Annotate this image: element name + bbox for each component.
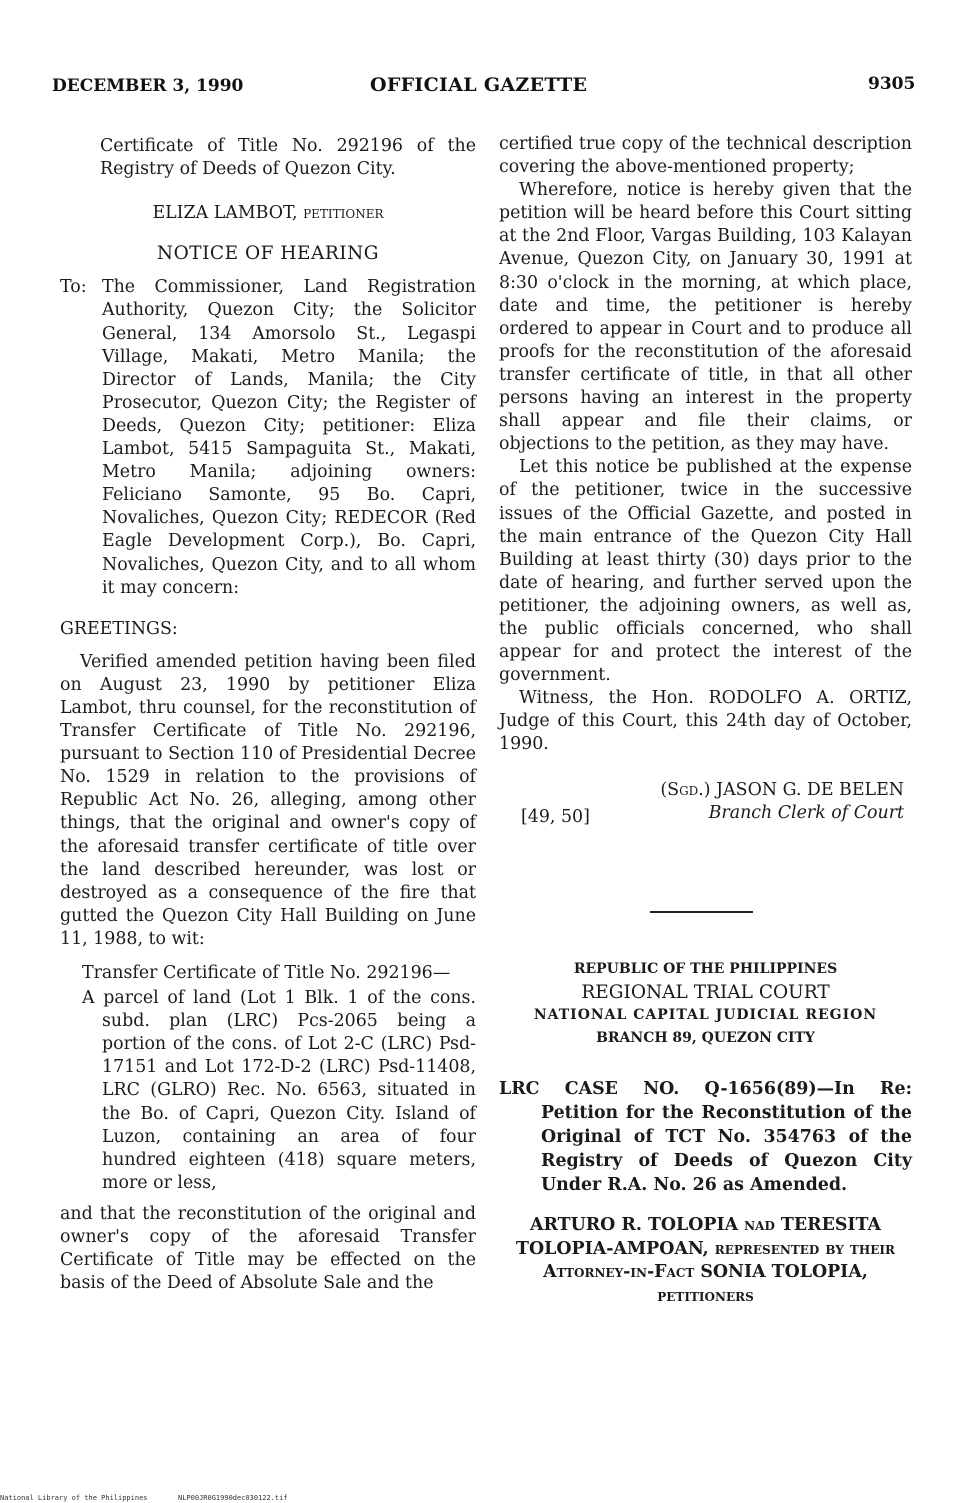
publication-paragraph: Let this notice be published at the expense of the petitioner, twice in the successive issues of the Official Gazette, and posted in the main entrance of the Quezon City Hall Building at least thirty (30) days prior to the date of hearing, and further served upon the petitioner, the adjoining owners, as well as, the public officials concerned, who shall appear for and protect the interest of the government. (499, 457, 912, 686)
scan-footer-filename: NLP00JR0G1990dec030122.tif (178, 1494, 288, 1502)
addressee-list: The Commissioner, Land Registration Authority, Quezon City; the Solicitor General, 134 Amorsolo St., Legaspi Village, Makati, Metro Manila; the Director of Lands, Manila; the City Prosecutor, Quezon City; the Register of Deeds, Quezon City; petitioner: Eliza Lambot, 5415 Sampaguita St., Makati, Metro Manila; adjoining owners: Feliciano Samonte, 95 Bo. Capri, Novaliches, Quezon City; REDECOR (Red Eagle Development Corp.), Bo. Capri, Novaliches, Quezon City, and to all whom it may concern: (102, 277, 476, 598)
section-divider (650, 911, 753, 913)
signature-name: (Sgd.) JASON G. DE BELEN (660, 779, 904, 800)
left-column (60, 135, 476, 1295)
intro-text: Certificate of Title No. 292196 of the Registry of Deeds of Quezon City. (100, 136, 476, 180)
reference-number: [49, 50] (521, 806, 590, 827)
greetings: GREETINGS: (60, 618, 178, 639)
notice-title: NOTICE OF HEARING (156, 243, 380, 265)
page-number: 9305 (868, 74, 916, 94)
parties-text: ARTURO R. TOLOPIA nad TERESITA TOLOPIA-AMPOAN, represented by their Attorney-in-Fact SONIA TOLOPIA, petitioners (516, 1215, 895, 1306)
header-date: DECEMBER 3, 1990 (52, 76, 244, 96)
scan-footer-library: National Library of the Philippines (0, 1494, 148, 1502)
continuation-text: certified true copy of the technical description covering the above-mentioned property; (499, 134, 912, 178)
case-title: LRC CASE NO. Q-1656(89)—In Re: Petition for the Reconstitution of the Original of TCT No. 354763 of the Registry of Deeds of Quezon City Under R.A. No. 26 as Amended. (499, 1079, 912, 1195)
parties-block (514, 1214, 897, 1308)
republic-line: REPUBLIC OF THE PHILIPPINES (573, 961, 838, 977)
case-caption (499, 1077, 912, 1197)
signature-block (499, 779, 912, 843)
tct-line: Transfer Certificate of Title No. 292196— (82, 963, 451, 983)
witness-paragraph: Witness, the Hon. RODOLFO A. ORTIZ, Judge of this Court, this 24th day of October, 1990. (499, 688, 912, 755)
reconstitution-paragraph: and that the reconstitution of the original and owner's copy of the aforesaid Transfer Certificate of Title may be effected on the basis of the Deed of Absolute Sale and the (60, 1203, 476, 1294)
court-name: REGIONAL TRIAL COURT (581, 982, 830, 1003)
addressees (60, 276, 476, 599)
right-column (499, 133, 912, 843)
wherefore-paragraph: Wherefore, notice is hereby given that the petition will be heard before this Court sitting at the 2nd Floor, Vargas Building, 103 Kalayan Avenue, Quezon City, on January 30, 1991 at 8:30 o'clock in the morning, at which place, date and time, the petitioner is hereby ordered to appear in Court and to produce all proofs for the reconstitution of the aforesaid transfer certificate of title, in that all other persons having an interest in the property shall appear and file their claims, or objections to the petition, as they may have. (499, 180, 912, 455)
branch-line: BRANCH 89, QUEZON CITY (596, 1030, 815, 1046)
publication-title: OFFICIAL GAZETTE (370, 74, 588, 96)
court-heading (499, 958, 912, 1050)
clerk-title: Branch Clerk of Court (708, 802, 904, 823)
region-line: NATIONAL CAPITAL JUDICIAL REGION (533, 1007, 878, 1023)
petition-paragraph: Verified amended petition having been filed on August 23, 1990 by petitioner Eliza Lambot, thru counsel, for the reconstitution of Transfer Certificate of Title No. 292196, pursuant to Section 110 of Presidential Decree No. 1529 in relation to the provisions of Republic Act No. 26, alleging, among other things, that the original and owner's copy of the aforesaid transfer certificate of title over the land described hereunder, was lost or destroyed as a consequence of the fire that gutted the Quezon City Hall Building on June 11, 1988, to wit: (60, 651, 476, 949)
parcel-description: A parcel of land (Lot 1 Blk. 1 of the cons. subd. plan (LRC) Pcs-2065 being a portion of the cons. of Lot 2-C (LRC) Psd-17151 and Lot 172-D-2 (LRC) Psd-11408, LRC (GLRO) Rec. No. 6563, situated in the Bo. of Capri, Quezon City. Island of Luzon, containing an area of four hundred eighteen (418) square meters, more or less, (82, 988, 476, 1193)
petitioner-line: ELIZA LAMBOT, petitioner (152, 203, 384, 224)
to-label: To: (60, 277, 87, 298)
